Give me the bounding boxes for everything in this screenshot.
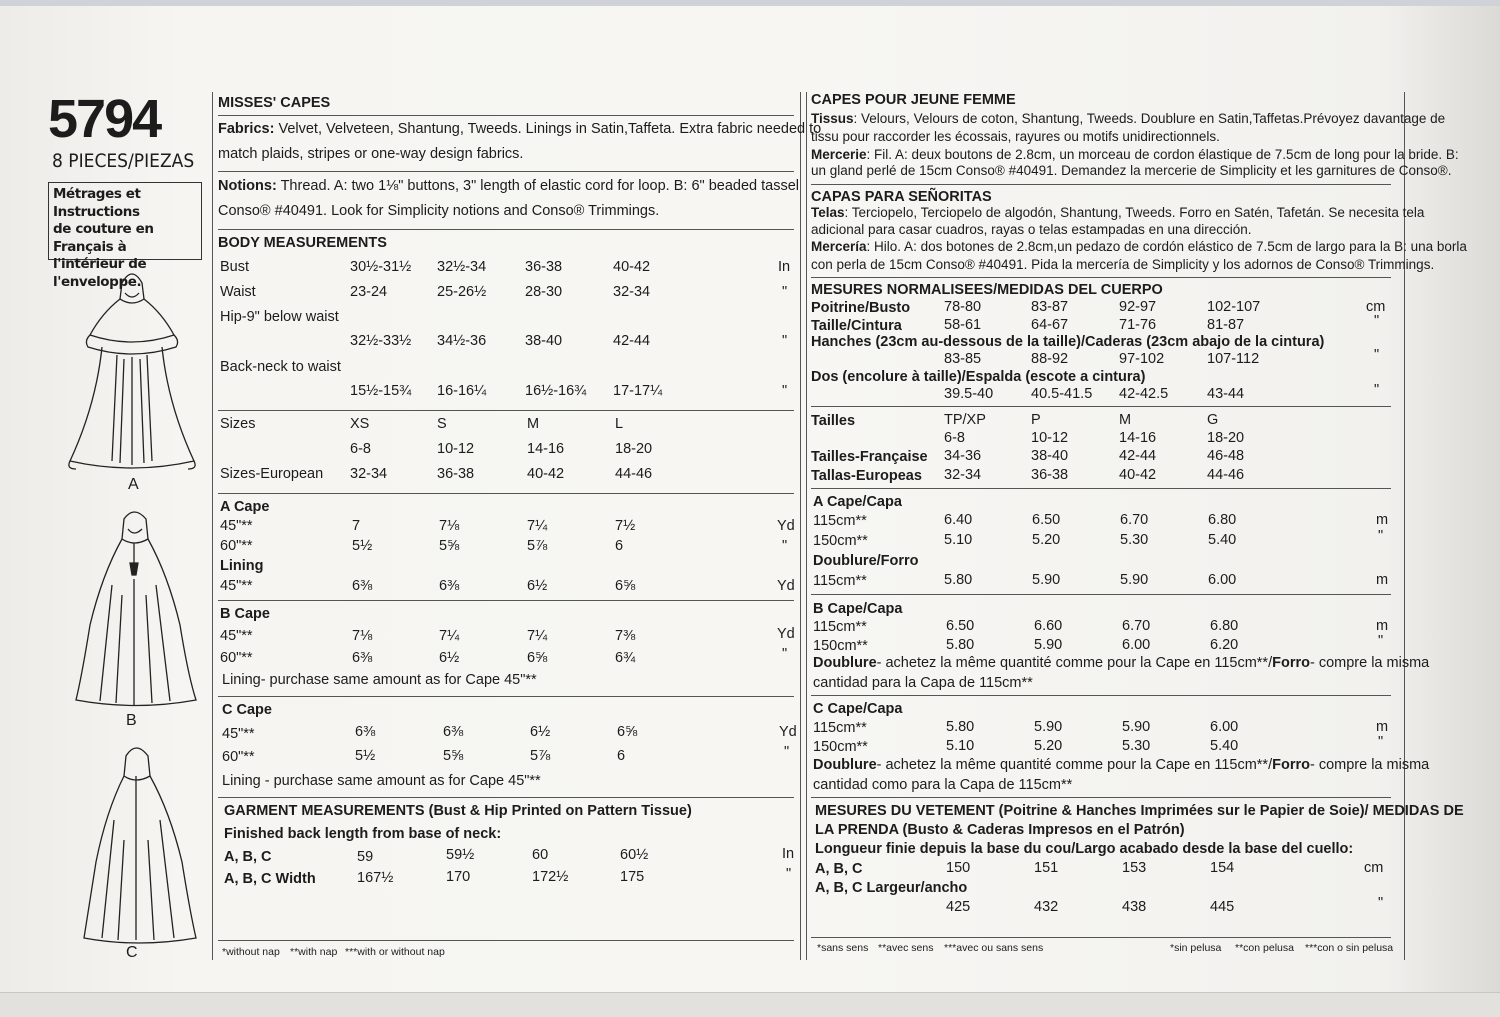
a60-m: 5⅞ xyxy=(527,538,548,554)
en-title: MISSES' CAPES xyxy=(218,95,331,111)
a150-unit: " xyxy=(1378,528,1384,544)
fr-abc-width-2: 432 xyxy=(1034,899,1059,915)
view-c-illustration xyxy=(78,740,203,948)
size-num-s: 10-12 xyxy=(437,441,475,457)
rule xyxy=(811,406,1391,407)
c-doublure-text-2: cantidad como para la Capa de 115cm** xyxy=(813,777,1073,793)
bust-s: 32½-34 xyxy=(437,259,487,275)
tailles-fr-1: 34-36 xyxy=(944,448,982,464)
abc-width-l: 175 xyxy=(620,869,645,885)
hanches-3: 97-102 xyxy=(1119,351,1165,367)
poitrine-label: Poitrine/Busto xyxy=(811,300,911,316)
fr-a-cape-title: A Cape/Capa xyxy=(813,494,902,510)
hip-xs: 32½-33½ xyxy=(350,333,412,349)
vetement-title-2: LA PRENDA (Busto & Caderas Impresos en el Patrón) xyxy=(815,822,1185,838)
merceria-text: : Hilo. A: dos botones de 2.8cm,un pedazo de cordón elástico de 7.5cm de largo para la B: una borla xyxy=(866,239,1467,254)
b-lining-note: Lining- purchase same amount as for Cape 45"** xyxy=(222,672,537,688)
c60-l: 6 xyxy=(617,748,626,764)
a45-label: 45"** xyxy=(220,518,253,534)
c45-unit: Yd xyxy=(779,724,797,740)
rule xyxy=(218,493,794,494)
b60-s: 6½ xyxy=(439,650,460,666)
d115-unit: m xyxy=(1376,572,1389,588)
tailles-fr-4: 46-48 xyxy=(1207,448,1245,464)
tailles-fr-label: Tailles-Française xyxy=(811,449,928,465)
b115-2: 6.60 xyxy=(1034,618,1063,634)
rule xyxy=(218,410,794,411)
c-doublure-text: - achetez la même quantité comme pour la Cape en 115cm**/ xyxy=(876,757,1273,773)
a150-label: 150cm** xyxy=(813,533,868,549)
size-num-m: 14-16 xyxy=(527,441,565,457)
b60-m: 6⅝ xyxy=(527,650,548,666)
poitrine-4: 102-107 xyxy=(1207,299,1261,315)
size-m: M xyxy=(527,416,540,432)
hip-s: 34½-36 xyxy=(437,333,487,349)
tallas-eu-1: 32-34 xyxy=(944,467,982,483)
rule xyxy=(811,277,1391,278)
a60-unit: " xyxy=(782,538,788,554)
view-a-illustration xyxy=(62,265,202,475)
waist-label: Waist xyxy=(220,284,256,300)
l45-unit: Yd xyxy=(777,578,795,594)
rule xyxy=(811,937,1391,938)
dos-unit: " xyxy=(1374,382,1380,398)
dos-2: 40.5-41.5 xyxy=(1031,386,1093,402)
abc-s: 59½ xyxy=(446,847,475,863)
notions-text-2: Conso® #40491. Look for Simplicity notions and Conso® Trimmings. xyxy=(218,203,660,219)
c-forro-text: - compre la misma xyxy=(1309,757,1430,773)
rule xyxy=(811,695,1391,696)
a150-4: 5.40 xyxy=(1208,532,1237,548)
abc-unit: In xyxy=(782,846,795,862)
fr-abc-4: 154 xyxy=(1210,860,1235,876)
rule xyxy=(811,797,1391,798)
body-measurements-title: BODY MEASUREMENTS xyxy=(218,235,387,251)
footnote-with-nap: **with nap xyxy=(290,946,338,958)
b45-s: 7¼ xyxy=(439,628,460,644)
rule xyxy=(218,229,794,230)
dos-label: Dos (encolure à taille)/Espalda (escote a cintura) xyxy=(811,369,1146,385)
taille-p: P xyxy=(1031,412,1041,428)
b-doublure-text: - achetez la même quantité comme pour la Cape en 115cm**/ xyxy=(876,655,1273,671)
l45-s: 6⅜ xyxy=(439,578,460,594)
c150-unit: " xyxy=(1378,734,1384,750)
bust-xs: 30½-31½ xyxy=(350,259,412,275)
tailles-num-3: 14-16 xyxy=(1119,430,1157,446)
size-num-l: 18-20 xyxy=(615,441,653,457)
taille-unit: " xyxy=(1374,313,1380,329)
sizes-label: Sizes xyxy=(220,416,256,432)
c115-3: 5.90 xyxy=(1122,719,1151,735)
a45-m: 7¼ xyxy=(527,518,548,534)
a45-unit: Yd xyxy=(777,518,795,534)
envelope-top-edge xyxy=(0,0,1500,6)
size-eu-m: 40-42 xyxy=(527,466,565,482)
french-note-line: l'intérieur de xyxy=(53,256,147,272)
fr-abc-width-4: 445 xyxy=(1210,899,1235,915)
waist-unit: " xyxy=(782,284,788,300)
tailles-fr-3: 42-44 xyxy=(1119,448,1157,464)
abc-width-s: 170 xyxy=(446,869,471,885)
c-doublure-label: Doublure xyxy=(813,757,877,773)
mesures-title: MESURES NORMALISEES/MEDIDAS DEL CUERPO xyxy=(811,282,1163,298)
b60-unit: " xyxy=(782,646,788,662)
c60-unit: " xyxy=(784,744,790,760)
tallas-eu-2: 36-38 xyxy=(1031,467,1069,483)
tallas-eu-label: Tallas-Europeas xyxy=(811,468,922,484)
tailles-num-4: 18-20 xyxy=(1207,430,1245,446)
hip-unit: " xyxy=(782,333,788,349)
footnote-avec-sens: **avec sens xyxy=(878,942,934,954)
size-xs: XS xyxy=(350,416,370,432)
lining-title: Lining xyxy=(220,558,264,574)
fr-abc-unit: cm xyxy=(1364,860,1384,876)
center-divider xyxy=(800,92,801,960)
dos-4: 43-44 xyxy=(1207,386,1245,402)
b150-1: 5.80 xyxy=(946,637,975,653)
taille-1: 58-61 xyxy=(944,317,982,333)
garment-measurements-title: GARMENT MEASUREMENTS (Bust & Hip Printed on Pattern Tissue) xyxy=(224,803,692,819)
merceria-text-2: con perla de 15cm Conso® #40491. Pida la mercería de Simplicity y los adornos de Conso® Trimmings. xyxy=(811,257,1435,272)
b60-l: 6¾ xyxy=(615,650,636,666)
abc-width-label: A, B, C Width xyxy=(224,871,316,887)
d115-label: 115cm** xyxy=(813,573,867,589)
french-note-line: l'enveloppe. xyxy=(53,273,142,290)
c60-label: 60"** xyxy=(222,749,255,765)
footnote-avec-ou-sans: ***avec ou sans sens xyxy=(944,942,1044,954)
taille-m: M xyxy=(1119,412,1132,428)
hanches-2: 88-92 xyxy=(1031,351,1069,367)
b150-2: 5.90 xyxy=(1034,637,1063,653)
back-label: Back-neck to waist xyxy=(220,359,341,375)
fr-abc-3: 153 xyxy=(1122,860,1147,876)
a60-l: 6 xyxy=(615,538,624,554)
fr-abc-1: 150 xyxy=(946,860,971,876)
c60-m: 5⅞ xyxy=(530,748,551,764)
dos-3: 42-42.5 xyxy=(1119,386,1169,402)
taille-tp: TP/XP xyxy=(944,412,986,428)
c45-xs: 6⅜ xyxy=(355,724,376,740)
envelope-flap xyxy=(0,992,1500,1017)
rule xyxy=(811,594,1391,595)
b-doublure-label: Doublure xyxy=(813,655,877,671)
tallas-eu-3: 40-42 xyxy=(1119,467,1157,483)
fabrics-text-2: match plaids, stripes or one-way design fabrics. xyxy=(218,146,524,162)
a115-4: 6.80 xyxy=(1208,512,1237,528)
fr-title: CAPES POUR JEUNE FEMME xyxy=(811,92,1016,108)
vetement-title: MESURES DU VETEMENT (Poitrine & Hanches Imprimées sur le Papier de Soie)/ MEDIDAS DE xyxy=(815,803,1464,819)
bust-l: 40-42 xyxy=(613,259,651,275)
rule xyxy=(811,184,1391,185)
abc-width-m: 172½ xyxy=(532,869,569,885)
view-label-c: C xyxy=(126,944,138,961)
a-cape-title: A Cape xyxy=(220,499,270,515)
hip-label: Hip-9" below waist xyxy=(220,309,339,325)
abc-label: A, B, C xyxy=(224,849,272,865)
a115-1: 6.40 xyxy=(944,512,973,528)
taille-3: 71-76 xyxy=(1119,317,1157,333)
notions-label: Notions: xyxy=(218,178,277,194)
right-divider xyxy=(1404,92,1405,960)
l45-l: 6⅝ xyxy=(615,578,636,594)
a115-label: 115cm** xyxy=(813,513,867,529)
waist-s: 25-26½ xyxy=(437,284,487,300)
footnote-without-nap: *without nap xyxy=(222,946,280,958)
hanches-unit: " xyxy=(1374,347,1380,363)
tailles-num-2: 10-12 xyxy=(1031,430,1069,446)
size-eu-s: 36-38 xyxy=(437,466,475,482)
hip-l: 42-44 xyxy=(613,333,651,349)
b115-3: 6.70 xyxy=(1122,618,1151,634)
b150-3: 6.00 xyxy=(1122,637,1151,653)
c150-label: 150cm** xyxy=(813,739,868,755)
b45-xs: 7⅛ xyxy=(352,628,373,644)
c-cape-title: C Cape xyxy=(222,702,272,718)
fr-abc-width-3: 438 xyxy=(1122,899,1147,915)
rule xyxy=(218,171,794,172)
a115-unit: m xyxy=(1376,512,1389,528)
longueur-label: Longueur finie depuis la base du cou/Largo acabado desde la base del cuello: xyxy=(815,841,1354,857)
rule xyxy=(218,696,794,697)
back-s: 16-16¼ xyxy=(437,383,487,399)
fr-b-cape-title: B Cape/Capa xyxy=(813,601,903,617)
tailles-label: Tailles xyxy=(811,413,856,429)
fabrics-text: Velvet, Velveteen, Shantung, Tweeds. Linings in Satin,Taffeta. Extra fabric needed to xyxy=(278,121,822,137)
pattern-number: 5794 xyxy=(48,89,161,149)
bust-label: Bust xyxy=(220,259,250,275)
abc-m: 60 xyxy=(532,847,549,863)
c115-label: 115cm** xyxy=(813,720,867,736)
b-cape-title: B Cape xyxy=(220,606,270,622)
taille-4: 81-87 xyxy=(1207,317,1245,333)
sizes-eu-label: Sizes-European xyxy=(220,466,324,482)
c115-unit: m xyxy=(1376,719,1389,735)
c150-2: 5.20 xyxy=(1034,738,1063,754)
hip-m: 38-40 xyxy=(525,333,563,349)
size-eu-l: 44-46 xyxy=(615,466,653,482)
finished-length-label: Finished back length from base of neck: xyxy=(224,826,502,842)
telas-text: : Terciopelo, Terciopelo de algodón, Shantung, Tweeds. Forro en Satén, Tafetán. Se necesita tela xyxy=(844,205,1425,220)
a150-1: 5.10 xyxy=(944,532,973,548)
fr-abc-2: 151 xyxy=(1034,860,1059,876)
b60-xs: 6⅜ xyxy=(352,650,373,666)
a45-s: 7⅛ xyxy=(439,518,460,534)
french-instructions-note xyxy=(48,182,202,290)
mercerie-text: : Fil. A: deux boutons de 2.8cm, un morceau de cordon élastique de 7.5cm de long pour la bride. B: xyxy=(866,147,1459,162)
back-m: 16½-16¾ xyxy=(525,383,587,399)
hanches-1: 83-85 xyxy=(944,351,982,367)
view-label-b: B xyxy=(126,712,137,729)
tallas-eu-4: 44-46 xyxy=(1207,467,1245,483)
a150-3: 5.30 xyxy=(1120,532,1149,548)
d115-3: 5.90 xyxy=(1120,572,1149,588)
french-note-line: de couture en Français à xyxy=(53,221,154,255)
poitrine-3: 92-97 xyxy=(1119,299,1157,315)
waist-m: 28-30 xyxy=(525,284,563,300)
rule xyxy=(218,600,794,601)
d115-4: 6.00 xyxy=(1208,572,1237,588)
back-unit: " xyxy=(782,383,788,399)
b45-label: 45"** xyxy=(220,628,253,644)
piece-count: 8 PIECES/PIEZAS xyxy=(52,150,195,172)
bust-unit: In xyxy=(778,259,791,275)
b150-unit: " xyxy=(1378,633,1384,649)
size-eu-xs: 32-34 xyxy=(350,466,388,482)
a150-2: 5.20 xyxy=(1032,532,1061,548)
abc-width-xs: 167½ xyxy=(357,870,394,886)
view-b-illustration xyxy=(72,505,202,710)
left-divider xyxy=(212,92,213,960)
rule xyxy=(218,940,794,941)
b45-m: 7¼ xyxy=(527,628,548,644)
a45-xs: 7 xyxy=(352,518,361,534)
d115-1: 5.80 xyxy=(944,572,973,588)
size-num-xs: 6-8 xyxy=(350,441,371,457)
merceria-label: Mercería xyxy=(811,239,867,254)
back-xs: 15½-15¾ xyxy=(350,383,412,399)
waist-xs: 23-24 xyxy=(350,284,388,300)
poitrine-2: 83-87 xyxy=(1031,299,1069,315)
size-l: L xyxy=(615,416,624,432)
view-label-a: A xyxy=(128,476,139,493)
a115-3: 6.70 xyxy=(1120,512,1149,528)
a60-xs: 5½ xyxy=(352,538,373,554)
tailles-fr-2: 38-40 xyxy=(1031,448,1069,464)
abc-width-unit: " xyxy=(786,866,792,882)
b115-4: 6.80 xyxy=(1210,618,1239,634)
tissus-text-2: tissu pour raccorder les écossais, rayures ou motifs unidirectionnels. xyxy=(811,129,1220,144)
b-forro-label: Forro xyxy=(1272,655,1310,671)
telas-label: Telas xyxy=(811,205,845,220)
c-lining-note: Lining - purchase same amount as for Cape 45"** xyxy=(222,773,541,789)
c115-2: 5.90 xyxy=(1034,719,1063,735)
footnote-sin-pelusa: *sin pelusa xyxy=(1170,942,1222,954)
tailles-num-1: 6-8 xyxy=(944,430,965,446)
fr-c-cape-title: C Cape/Capa xyxy=(813,701,903,717)
mercerie-label: Mercerie xyxy=(811,147,867,162)
b150-label: 150cm** xyxy=(813,638,868,654)
taille-label: Taille/Cintura xyxy=(811,318,902,334)
b115-unit: m xyxy=(1376,618,1389,634)
a45-l: 7½ xyxy=(615,518,636,534)
c150-4: 5.40 xyxy=(1210,738,1239,754)
footnote-con-o-sin: ***con o sin pelusa xyxy=(1305,942,1394,954)
tissus-text: : Velours, Velours de coton, Shantung, Tweeds. Doublure en Satin,Taffetas.Prévoyez davantage de xyxy=(853,111,1446,126)
l45-xs: 6⅜ xyxy=(352,578,373,594)
c45-l: 6⅝ xyxy=(617,724,638,740)
hanches-4: 107-112 xyxy=(1207,351,1260,367)
notions-text: Thread. A: two 1⅛" buttons, 3" length of elastic cord for loop. B: 6" beaded tassel xyxy=(280,178,799,194)
c45-m: 6½ xyxy=(530,724,551,740)
c115-1: 5.80 xyxy=(946,719,975,735)
taille-2: 64-67 xyxy=(1031,317,1069,333)
back-l: 17-17¼ xyxy=(613,383,663,399)
rule xyxy=(218,797,794,798)
footnote-sans-sens: *sans sens xyxy=(817,942,869,954)
b150-4: 6.20 xyxy=(1210,637,1239,653)
waist-l: 32-34 xyxy=(613,284,651,300)
d115-2: 5.90 xyxy=(1032,572,1061,588)
telas-text-2: adicional para casar cuadros, rayas o telas estampadas en una dirección. xyxy=(811,222,1252,237)
taille-g: G xyxy=(1207,412,1219,428)
bust-m: 36-38 xyxy=(525,259,563,275)
c115-4: 6.00 xyxy=(1210,719,1239,735)
abc-xs: 59 xyxy=(357,849,374,865)
poitrine-unit: cm xyxy=(1366,299,1386,315)
c45-label: 45"** xyxy=(222,726,255,742)
b-doublure-text-2: cantidad para la Capa de 115cm** xyxy=(813,675,1033,691)
a115-2: 6.50 xyxy=(1032,512,1061,528)
c60-s: 5⅝ xyxy=(443,748,464,764)
rule xyxy=(811,488,1391,489)
a60-label: 60"** xyxy=(220,538,253,554)
c60-xs: 5½ xyxy=(355,748,376,764)
b115-label: 115cm** xyxy=(813,619,867,635)
footnote-either: ***with or without nap xyxy=(345,946,445,958)
l45-m: 6½ xyxy=(527,578,548,594)
fr-abc-width-label: A, B, C Largeur/ancho xyxy=(815,880,968,896)
c150-1: 5.10 xyxy=(946,738,975,754)
abc-l: 60½ xyxy=(620,847,649,863)
a60-s: 5⅝ xyxy=(439,538,460,554)
en-title-rule xyxy=(218,115,794,116)
c150-3: 5.30 xyxy=(1122,738,1151,754)
b60-label: 60"** xyxy=(220,650,253,666)
b45-l: 7⅜ xyxy=(615,628,636,644)
tissus-label: Tissus xyxy=(811,111,854,126)
dos-1: 39.5-40 xyxy=(944,386,994,402)
b45-unit: Yd xyxy=(777,626,795,642)
poitrine-1: 78-80 xyxy=(944,299,982,315)
c45-s: 6⅜ xyxy=(443,724,464,740)
c-forro-label: Forro xyxy=(1272,757,1310,773)
fr-abc-label: A, B, C xyxy=(815,861,863,877)
doublure-title: Doublure/Forro xyxy=(813,553,919,569)
b115-1: 6.50 xyxy=(946,618,975,634)
footnote-con-pelusa: **con pelusa xyxy=(1235,942,1294,954)
l45-label: 45"** xyxy=(220,578,253,594)
fabrics-label: Fabrics: xyxy=(218,121,275,137)
es-title: CAPAS PARA SEÑORITAS xyxy=(811,189,992,205)
fr-abc-width-unit: " xyxy=(1378,895,1384,911)
french-note-line: Métrages et Instructions xyxy=(53,186,141,220)
fr-abc-width-1: 425 xyxy=(946,899,971,915)
hanches-label: Hanches (23cm au-dessous de la taille)/Caderas (23cm abajo de la cintura) xyxy=(811,334,1325,350)
b-forro-text: - compre la misma xyxy=(1309,655,1430,671)
mercerie-text-2: un gland perlé de 15cm Conso® #40491. Demandez la mercerie de Simplicity et les garnitures de Conso®. xyxy=(811,163,1452,178)
center-divider-2 xyxy=(806,92,807,960)
size-s: S xyxy=(437,416,447,432)
